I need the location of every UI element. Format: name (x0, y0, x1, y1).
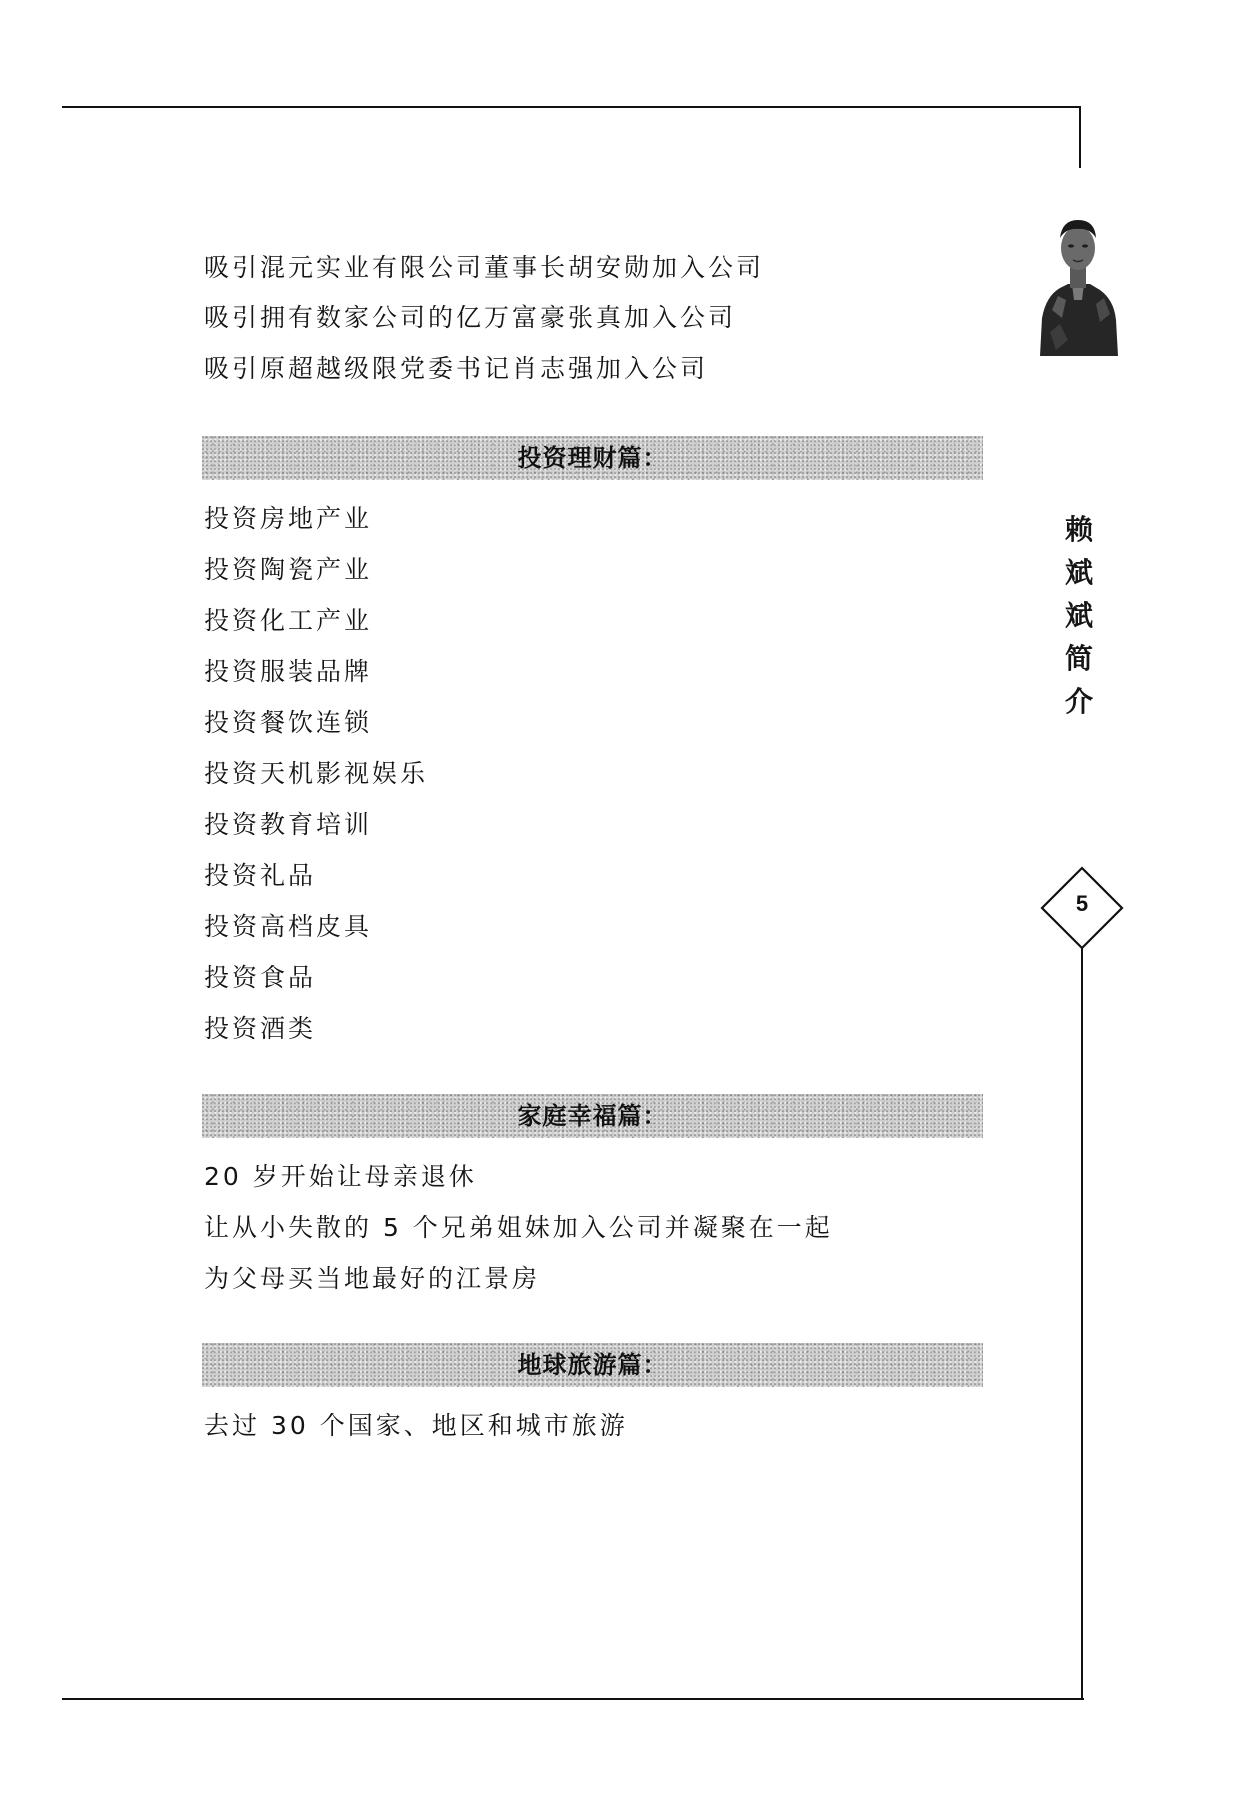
list-item: 投资天机影视娱乐 (204, 759, 429, 788)
list-item: 投资餐饮连锁 (204, 708, 373, 737)
list-item: 投资食品 (204, 963, 317, 992)
sidebar-title-char: 介 (1064, 685, 1093, 718)
list-item: 投资酒类 (204, 1014, 317, 1043)
list-item: 20 岁开始让母亲退休 (204, 1162, 477, 1191)
intro-line: 吸引混元实业有限公司董事长胡安勋加入公司 (204, 253, 765, 282)
list-item: 为父母买当地最好的江景房 (204, 1264, 541, 1293)
portrait-photo (1038, 200, 1118, 356)
section-banner-family (202, 1094, 983, 1138)
section-title: 投资理财篇： (517, 444, 668, 472)
page-number: 5 (1075, 891, 1089, 916)
right-border-upper (1079, 106, 1081, 168)
sidebar-title-char: 斌 (1064, 556, 1093, 589)
list-item: 投资房地产业 (204, 504, 373, 533)
list-item: 投资陶瓷产业 (204, 555, 373, 584)
section-title: 家庭幸福篇： (517, 1102, 668, 1130)
section-banner-investment (202, 436, 983, 480)
list-item: 去过 30 个国家、地区和城市旅游 (204, 1411, 628, 1440)
sidebar-title-char: 赖 (1064, 513, 1093, 546)
list-item: 投资教育培训 (204, 810, 373, 839)
right-border-lower (1081, 942, 1083, 1700)
sidebar-title-char: 斌 (1064, 599, 1093, 632)
bottom-rule (62, 1698, 1084, 1700)
sidebar-title (1061, 508, 1097, 723)
section-title: 地球旅游篇： (517, 1351, 668, 1379)
intro-line: 吸引原超越级限党委书记肖志强加入公司 (204, 354, 709, 383)
list-item: 投资礼品 (204, 861, 317, 890)
top-rule (62, 106, 1081, 108)
list-item: 投资高档皮具 (204, 912, 373, 941)
list-item: 投资化工产业 (204, 606, 373, 635)
section-banner-travel (202, 1343, 983, 1387)
list-item: 投资服装品牌 (204, 657, 373, 686)
sidebar-title-char: 简 (1064, 642, 1093, 675)
list-item: 让从小失散的 5 个兄弟姐妹加入公司并凝聚在一起 (204, 1213, 833, 1242)
intro-line: 吸引拥有数家公司的亿万富豪张真加入公司 (204, 303, 737, 332)
